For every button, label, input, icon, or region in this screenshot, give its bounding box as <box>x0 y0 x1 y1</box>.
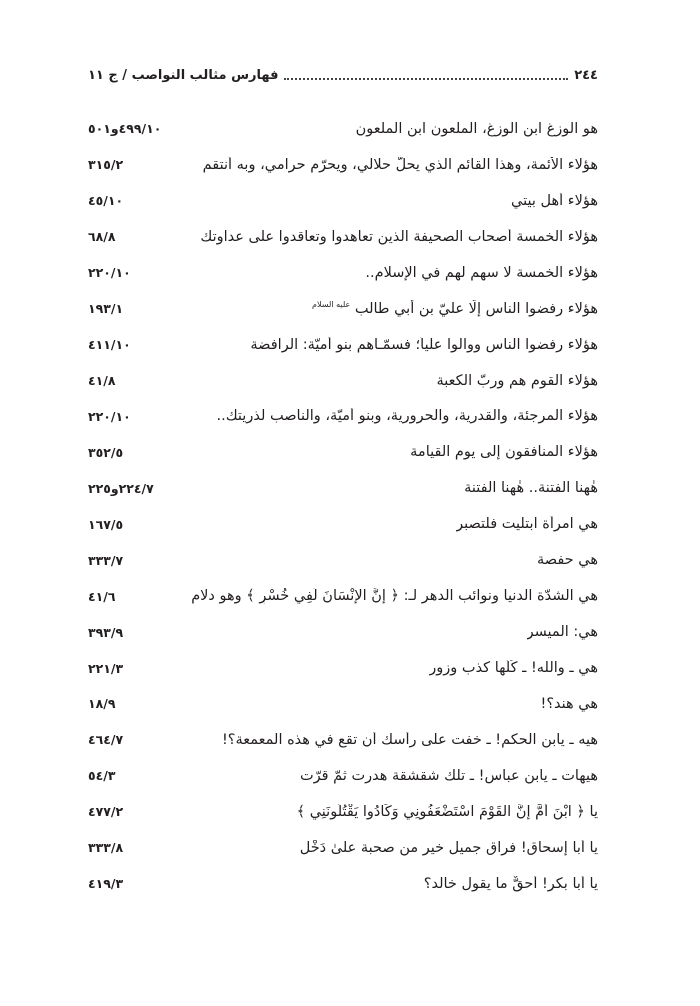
entry-text <box>222 732 598 748</box>
entry-quote: هي امرأة ابتليت فلتصبر <box>456 516 598 533</box>
index-entry <box>88 686 598 722</box>
entry-text <box>216 408 598 424</box>
entry-text <box>527 624 598 640</box>
index-entry <box>88 363 598 399</box>
entry-reference: ٢٢٤/٧و٢٢٥ <box>88 480 154 496</box>
entry-text <box>312 300 598 317</box>
index-entry <box>88 399 598 435</box>
index-entry <box>88 219 598 255</box>
entry-text <box>424 876 598 892</box>
salutation-ligature: عليه السلام <box>312 300 351 310</box>
entry-quote: هؤلاء رفضوا الناس ووالوا علياً؛ فسمّـاهم بنو أُميّة: الرافضة <box>250 336 598 353</box>
entry-text <box>300 768 598 784</box>
entry-reference: ٦٨/٨ <box>88 229 116 245</box>
entry-text <box>429 660 598 676</box>
entry-text <box>356 121 598 137</box>
index-entry <box>88 434 598 470</box>
entry-text <box>541 696 598 712</box>
entry-quote: هٰهنا الفتنة.. هٰهنا الفتنة <box>464 480 598 497</box>
index-list <box>88 111 598 902</box>
index-entry <box>88 255 598 291</box>
index-entry <box>88 614 598 650</box>
entry-reference: ٥٤/٣ <box>88 768 116 784</box>
page-number: ٢٤٤ <box>574 67 598 83</box>
index-entry <box>88 542 598 578</box>
entry-text <box>464 480 598 496</box>
entry-quote: هؤلاء رفضوا الناس إلّا عليّ بن أبي طالب <box>354 301 598 318</box>
entry-quote: يا أبا إسحاق! فراق جميل خير من صحبة علىٰ دَخْل <box>299 839 598 856</box>
entry-reference: ٤١/٦ <box>88 588 116 604</box>
index-entry <box>88 291 598 327</box>
entry-quote: هؤلاء أهل بيتي <box>511 192 598 209</box>
entry-reference: ٣١٥/٢ <box>88 157 124 173</box>
entry-text <box>410 444 598 460</box>
index-entry <box>88 866 598 902</box>
running-title: فهارس مثالب النواصب / ج ١١ <box>88 67 279 83</box>
entry-reference: ٢٢٠/١٠ <box>88 408 131 424</box>
entry-text <box>437 373 598 389</box>
index-entry <box>88 578 598 614</box>
entry-quote: هؤلاء القوم هم وربّ الكعبة <box>436 372 598 389</box>
entry-text <box>191 588 598 604</box>
index-entry <box>88 111 598 147</box>
entry-reference: ٣٣٣/٨ <box>88 840 124 856</box>
index-entry <box>88 830 598 866</box>
entry-text <box>511 193 598 209</box>
entry-reference: ٤٥/١٠ <box>88 193 124 209</box>
entry-text <box>537 552 598 568</box>
entry-text <box>200 229 598 245</box>
entry-reference: ١٦٧/٥ <box>88 516 124 532</box>
entry-quote: هي حفصة <box>537 552 598 569</box>
book-page <box>88 0 598 1006</box>
entry-reference: ١٨/٩ <box>88 696 116 712</box>
entry-quote: هو الوزغ ابن الوزغ، الملعون ابن الملعون <box>355 120 598 137</box>
entry-text <box>365 265 598 281</box>
entry-text <box>250 337 598 353</box>
index-entry <box>88 722 598 758</box>
dotted-leader <box>284 78 568 80</box>
index-entry <box>88 183 598 219</box>
running-header <box>88 63 598 87</box>
entry-quote: هي: الميسر <box>526 624 598 641</box>
entry-quote: هيهات ـ يابن عباس! ـ تلك شقشقة هدرت ثمّ قرّت <box>299 767 598 784</box>
entry-quote: هؤلاء الأئمة، وهذا القائم الذي يحلّ حلالي، ويحرّم حرامي، وبه أنتقم <box>202 156 598 173</box>
entry-reference: ٤١١/١٠ <box>88 337 131 353</box>
index-entry <box>88 470 598 506</box>
entry-reference: ٤٧٧/٢ <box>88 804 124 820</box>
entry-reference: ٤١٩/٣ <box>88 876 124 892</box>
index-entry <box>88 327 598 363</box>
entry-text <box>456 516 598 532</box>
index-entry <box>88 506 598 542</box>
index-entry <box>88 147 598 183</box>
entry-quote: هي هند؟! <box>540 695 598 712</box>
entry-text <box>300 840 598 856</box>
entry-reference: ٤١/٨ <box>88 373 116 389</box>
entry-reference: ٤٦٤/٧ <box>88 732 124 748</box>
entry-quote: هؤلاء المرجئة، والقدرية، والحرورية، وبنو أُميّة، والناصب لذريتك.. <box>216 408 598 425</box>
entry-reference: ٢٢١/٣ <box>88 660 124 676</box>
entry-quote: هؤلاء المنافقون إلى يوم القيامة <box>410 444 598 461</box>
entry-text <box>297 804 598 820</box>
index-entry <box>88 650 598 686</box>
entry-text <box>203 157 598 173</box>
entry-reference: ٣٣٣/٧ <box>88 552 124 568</box>
entry-reference: ٢٢٠/١٠ <box>88 265 131 281</box>
entry-quote: يا أبا بكر! أحقٌّ ما يقول خالد؟ <box>423 875 598 892</box>
entry-quote: هؤلاء الخمسة أصحاب الصحيفة الذين تعاهدوا وتعاقدوا على عداوتك <box>200 228 598 245</box>
entry-quote: يا ﴿ ابْنَ أُمَّ إِنَّ القَوْمَ اسْتَضْعَفُونِي وَكَادُوا يَقْتُلُونَنِي ﴾ <box>296 803 598 820</box>
entry-quote: هي ـ والله! ـ كُلّها كذب وزور <box>429 660 598 677</box>
index-entry <box>88 794 598 830</box>
index-entry <box>88 758 598 794</box>
entry-quote: هؤلاء الخمسة لا سهم لهم في الإسلام.. <box>365 264 598 281</box>
entry-reference: ٤٩٩/١٠و٥٠١ <box>88 121 162 137</box>
entry-quote: هيه ـ يابن الحكم! ـ خفت على رأسك أن تقع في هذه المعمعة؟! <box>221 731 598 748</box>
entry-reference: ١٩٣/١ <box>88 301 124 317</box>
entry-reference: ٣٩٣/٩ <box>88 624 124 640</box>
entry-reference: ٣٥٢/٥ <box>88 444 124 460</box>
entry-quote: هي الشدّة الدنيا ونوائب الدهر لـ: ﴿ إِنَّ الإِنْسَانَ لَفِي خُسْرٍ ﴾ وهو دلام <box>191 588 598 605</box>
